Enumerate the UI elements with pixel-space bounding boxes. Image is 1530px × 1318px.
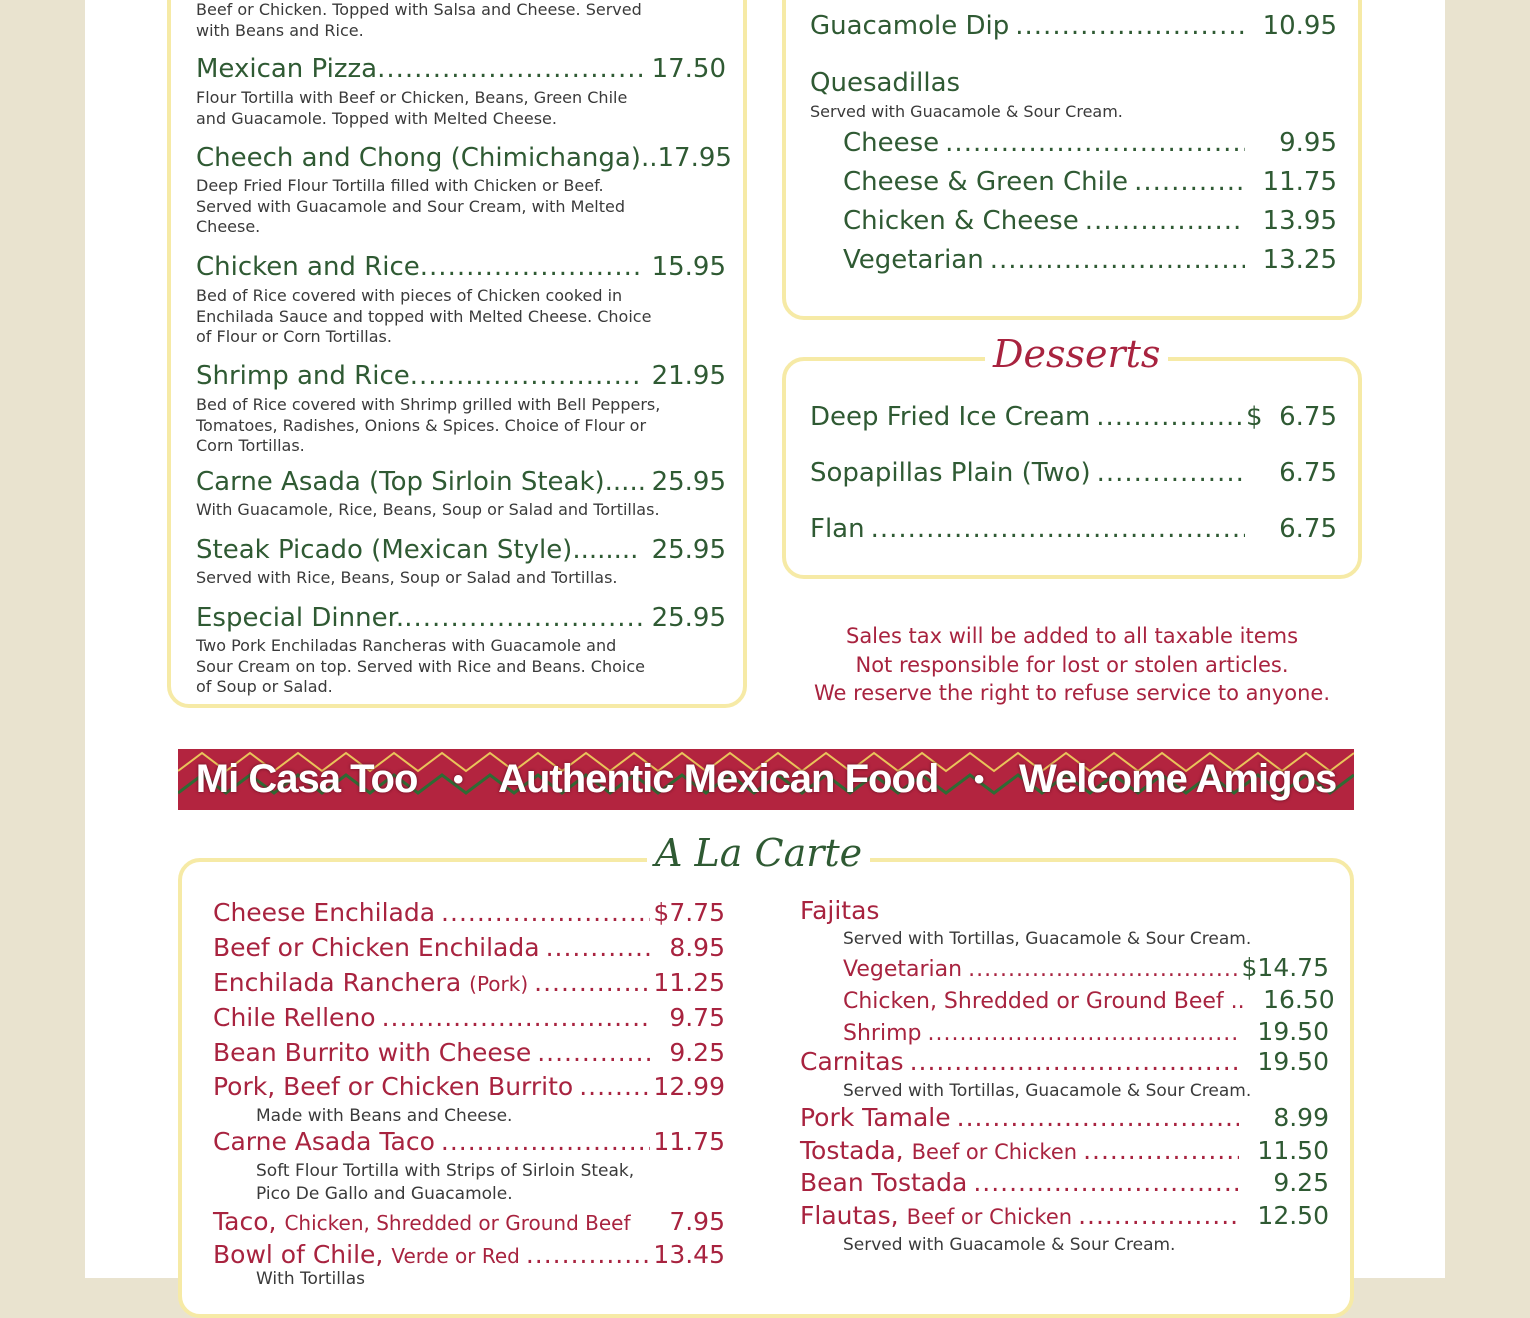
entree-price: 15.95	[651, 252, 726, 282]
a-la-carte-item: Taco, Chicken, Shredded or Ground Beef 7.95	[213, 1207, 725, 1236]
a-la-carte-item: Cheese Enchilada ..... $7.75	[213, 898, 725, 927]
fajitas-title: Fajitas	[800, 896, 880, 925]
a-la-carte-item: Pork Tamale ..... 8.99	[800, 1103, 1329, 1132]
a-la-carte-item: Bean Tostada ..... 9.25	[800, 1168, 1329, 1197]
entree-item	[196, 252, 726, 282]
flautas-desc: Served with Guacamole & Sour Cream.	[843, 1235, 1176, 1255]
a-la-carte-item: Bowl of Chile, Verde or Red ..... 13.45	[213, 1240, 725, 1269]
entree-desc: Deep Fried Flour Tortilla filled with Chicken or Beef. Served with Guacamole and Sour Cream, with Melted Cheese.	[196, 176, 625, 236]
entree-price: 25.95	[651, 603, 726, 633]
quesadilla-item: Chicken & Cheese ..... 13.95	[843, 206, 1337, 236]
quesadillas-title: Quesadillas	[810, 68, 961, 98]
banner	[178, 749, 1354, 810]
entree-name: Cheech and Chong (Chimichanga)..	[196, 143, 658, 173]
dessert-item: Deep Fried Ice Cream ..... $ 6.75	[810, 402, 1337, 432]
a-la-carte-item: Beef or Chicken Enchilada ..... 8.95	[213, 933, 725, 962]
notices	[782, 622, 1362, 708]
entree-item	[196, 535, 726, 565]
entree-price: 25.95	[651, 535, 726, 565]
entree-item	[196, 143, 732, 173]
fajitas-desc: Served with Tortillas, Guacamole & Sour Cream.	[843, 929, 1252, 949]
a-la-carte-desc: Soft Flour Tortilla with Strips of Sirloin Steak, Pico De Gallo and Guacamole.	[256, 1161, 635, 1204]
quesadilla-item: Vegetarian ..... 13.25	[843, 245, 1337, 275]
entree-item	[196, 603, 726, 633]
a-la-carte-item: Pork, Beef or Chicken Burrito ..... 12.99	[213, 1072, 725, 1101]
dessert-item: Sopapillas Plain (Two) ..... 6.75	[810, 458, 1337, 488]
a-la-carte-desc: Made with Beans and Cheese.	[256, 1106, 513, 1126]
entree-price: 25.95	[651, 467, 726, 497]
quesadilla-item: Cheese ..... 9.95	[843, 128, 1337, 158]
entree-desc: Bed of Rice covered with Shrimp grilled with Bell Peppers, Tomatoes, Radishes, Onions & Spices. Choice of Flour or Corn Tortillas.	[196, 395, 661, 455]
notice-line: We reserve the right to refuse service to anyone.	[814, 681, 1330, 705]
entree-name: Mexican Pizza	[196, 54, 378, 84]
entree-desc: With Guacamole, Rice, Beans, Soup or Salad and Tortillas.	[196, 500, 660, 519]
entree-price: 17.95	[657, 143, 732, 173]
entree-item	[196, 361, 726, 391]
notice-line: Sales tax will be added to all taxable items	[845, 624, 1299, 648]
desserts-title: Desserts	[985, 335, 1168, 373]
entree-desc: Bed of Rice covered with pieces of Chicken cooked in Enchilada Sauce and topped with Melted Cheese. Choice of Flour or Corn Tortillas.	[196, 286, 652, 346]
entree-name: Chicken and Rice	[196, 252, 420, 282]
banner-bullet: •	[452, 762, 463, 796]
a-la-carte-title: A La Carte	[647, 834, 870, 872]
dessert-item: Flan ..... 6.75	[810, 514, 1337, 544]
carnitas-item: Carnitas ..... 19.50	[800, 1047, 1329, 1076]
menu-page	[85, 0, 1445, 1289]
banner-text-welcome: Welcome Amigos	[1019, 757, 1337, 801]
guacamole-dip-item: Guacamole Dip ..... 10.95	[810, 11, 1337, 41]
banner-text-name: Mi Casa Too	[195, 757, 418, 801]
entree-price: 21.95	[651, 361, 726, 391]
notice-line: Not responsible for lost or stolen articles.	[855, 652, 1289, 677]
a-la-carte-item: Bean Burrito with Cheese ..... 9.25	[213, 1038, 725, 1067]
banner-text-tagline: Authentic Mexican Food	[498, 757, 939, 801]
entree-0-desc: Beef or Chicken. Topped with Salsa and Cheese. Served with Beans and Rice.	[196, 0, 642, 40]
fajita-item: Shrimp ..... 19.50	[843, 1017, 1329, 1046]
entree-name: Carne Asada (Top Sirloin Steak).....	[196, 467, 646, 497]
quesadillas-desc: Served with Guacamole & Sour Cream.	[810, 102, 1123, 121]
a-la-carte-item: Tostada, Beef or Chicken ..... 11.50	[800, 1136, 1329, 1165]
entree-desc: Served with Rice, Beans, Soup or Salad and Tortillas.	[196, 568, 618, 587]
a-la-carte-item: Flautas, Beef or Chicken ..... 12.50	[800, 1201, 1329, 1230]
a-la-carte-item: Chile Relleno ..... 9.75	[213, 1003, 725, 1032]
banner-bullet: •	[973, 762, 984, 796]
entree-item	[196, 54, 726, 84]
a-la-carte-item: Enchilada Ranchera (Pork) ..... 11.25	[213, 968, 725, 997]
fajita-item: Chicken, Shredded or Ground Beef .. 16.50	[843, 985, 1335, 1014]
entree-name: Especial Dinner.	[196, 603, 405, 633]
a-la-carte-item: Carne Asada Taco ..... 11.75	[213, 1127, 725, 1156]
entree-desc: Flour Tortilla with Beef or Chicken, Beans, Green Chile and Guacamole. Topped with Melted Cheese.	[196, 88, 628, 128]
entree-price: 17.50	[651, 54, 726, 84]
a-la-carte-desc: With Tortillas	[256, 1269, 365, 1289]
carnitas-desc: Served with Tortillas, Guacamole & Sour Cream.	[843, 1081, 1252, 1101]
quesadilla-item: Cheese & Green Chile ..... 11.75	[843, 167, 1337, 197]
fajita-item: Vegetarian ..... $14.75	[843, 953, 1329, 982]
entree-desc: Two Pork Enchiladas Rancheras with Guacamole and Sour Cream on top. Served with Rice and Beans. Choice of Soup or Salad.	[196, 636, 645, 696]
entree-name: Steak Picado (Mexican Style)........	[196, 535, 639, 565]
entree-item	[196, 467, 726, 497]
entree-name: Shrimp and Rice	[196, 361, 410, 391]
